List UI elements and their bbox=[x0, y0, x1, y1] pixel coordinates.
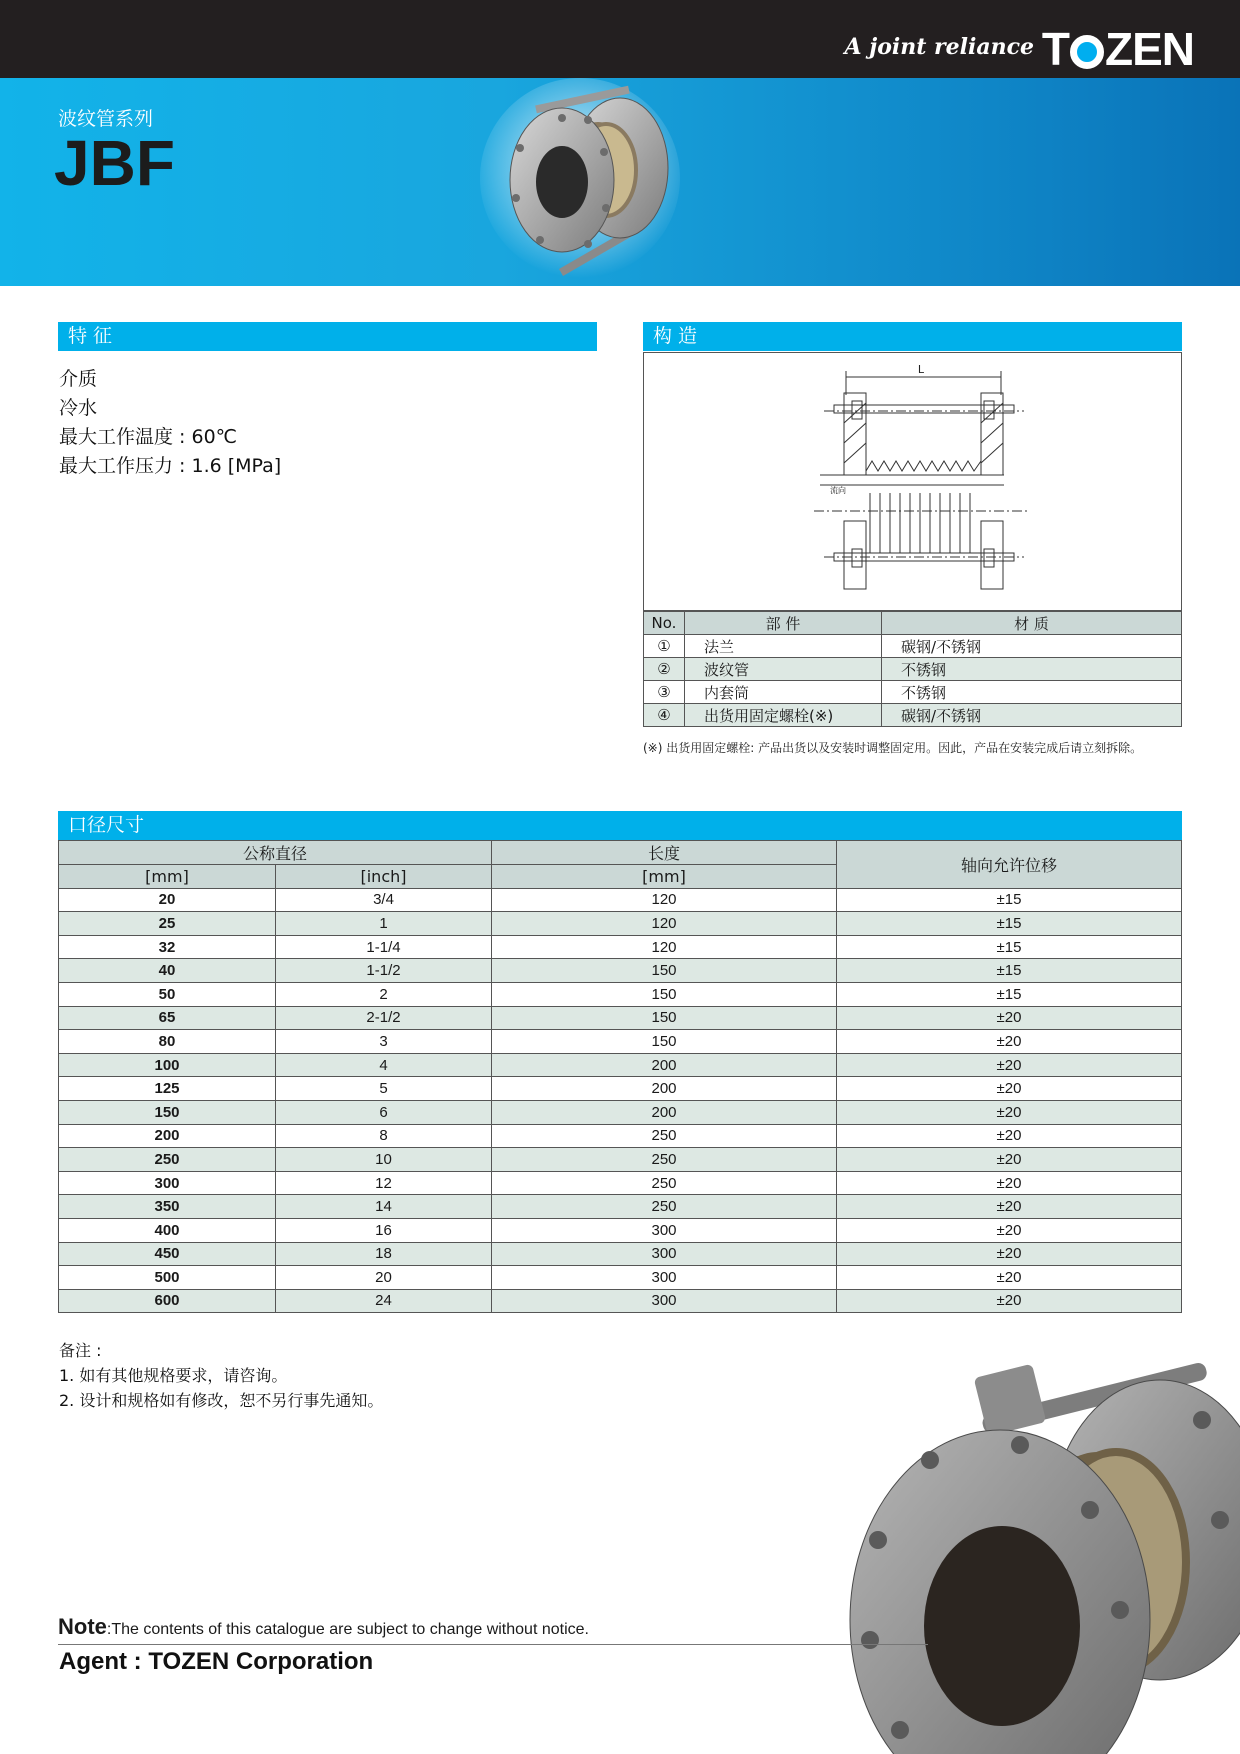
col-nominal-diameter: 公称直径 bbox=[59, 841, 492, 865]
size-mm: 300 bbox=[59, 1171, 276, 1195]
size-mm: 250 bbox=[59, 1148, 276, 1172]
axial-displacement: ±20 bbox=[837, 1053, 1182, 1077]
size-inch: 24 bbox=[276, 1289, 492, 1313]
footer-divider bbox=[58, 1644, 928, 1645]
slogan: A joint reliance bbox=[844, 34, 1034, 60]
length-mm: 300 bbox=[492, 1266, 837, 1290]
parts-footnote: (※) 出货用固定螺栓: 产品出货以及安装时调整固定用。因此，产品在安装完成后请立刻拆除。 bbox=[643, 741, 1143, 755]
size-inch: 10 bbox=[276, 1148, 492, 1172]
product-photo-large bbox=[830, 1330, 1240, 1754]
size-mm: 32 bbox=[59, 935, 276, 959]
length-mm: 150 bbox=[492, 1030, 837, 1054]
size-inch: 14 bbox=[276, 1195, 492, 1219]
table-row bbox=[59, 1100, 1182, 1124]
axial-displacement: ±20 bbox=[837, 1289, 1182, 1313]
col-part: 部 件 bbox=[685, 612, 882, 635]
length-mm: 250 bbox=[492, 1148, 837, 1172]
axial-displacement: ±15 bbox=[837, 912, 1182, 936]
part-name: 出货用固定螺栓(※) bbox=[685, 704, 882, 727]
axial-displacement: ±20 bbox=[837, 1242, 1182, 1266]
table-row bbox=[59, 1218, 1182, 1242]
col-length: 长度 bbox=[492, 841, 837, 865]
size-mm: 500 bbox=[59, 1266, 276, 1290]
part-no: ③ bbox=[644, 681, 685, 704]
length-mm: 150 bbox=[492, 982, 837, 1006]
axial-displacement: ±20 bbox=[837, 1030, 1182, 1054]
structure-diagram-box bbox=[643, 352, 1182, 611]
size-inch: 2-1/2 bbox=[276, 1006, 492, 1030]
length-mm: 200 bbox=[492, 1053, 837, 1077]
size-inch: 1 bbox=[276, 912, 492, 936]
part-name: 内套筒 bbox=[685, 681, 882, 704]
col-length-unit: [mm] bbox=[492, 865, 837, 889]
note-text: :The contents of this catalogue are subject to change without notice. bbox=[106, 1621, 589, 1638]
part-material: 不锈钢 bbox=[882, 681, 1182, 704]
table-row bbox=[59, 1242, 1182, 1266]
axial-displacement: ±20 bbox=[837, 1171, 1182, 1195]
length-mm: 200 bbox=[492, 1100, 837, 1124]
length-mm: 300 bbox=[492, 1242, 837, 1266]
part-no: ④ bbox=[644, 704, 685, 727]
dimensions-body bbox=[59, 888, 1182, 1313]
length-mm: 250 bbox=[492, 1195, 837, 1219]
axial-displacement: ±20 bbox=[837, 1124, 1182, 1148]
series-label: 波纹管系列 bbox=[58, 108, 154, 130]
dimensions-header: 口径尺寸 bbox=[58, 811, 1182, 840]
part-material: 碳钢/不锈钢 bbox=[882, 704, 1182, 727]
axial-displacement: ±20 bbox=[837, 1195, 1182, 1219]
size-mm: 80 bbox=[59, 1030, 276, 1054]
length-mm: 250 bbox=[492, 1171, 837, 1195]
part-no: ① bbox=[644, 635, 685, 658]
axial-displacement: ±15 bbox=[837, 888, 1182, 912]
size-inch: 16 bbox=[276, 1218, 492, 1242]
size-inch: 5 bbox=[276, 1077, 492, 1101]
tozen-logo: T ZEN bbox=[1041, 23, 1194, 75]
part-no: ② bbox=[644, 658, 685, 681]
size-inch: 3/4 bbox=[276, 888, 492, 912]
axial-displacement: ±20 bbox=[837, 1148, 1182, 1172]
remark-item: 2. 设计和规格如有修改，恕不另行事先通知。 bbox=[59, 1391, 384, 1410]
size-mm: 350 bbox=[59, 1195, 276, 1219]
length-mm: 120 bbox=[492, 912, 837, 936]
structure-header: 构 造 bbox=[643, 322, 1182, 351]
axial-displacement: ±15 bbox=[837, 982, 1182, 1006]
part-material: 不锈钢 bbox=[882, 658, 1182, 681]
feature-line: 介质 bbox=[59, 368, 98, 390]
part-name: 波纹管 bbox=[685, 658, 882, 681]
length-mm: 300 bbox=[492, 1289, 837, 1313]
axial-displacement: ±20 bbox=[837, 1006, 1182, 1030]
table-row bbox=[59, 1289, 1182, 1313]
col-axial-displacement: 轴向允许位移 bbox=[837, 841, 1182, 889]
axial-displacement: ±20 bbox=[837, 1266, 1182, 1290]
table-row bbox=[59, 1195, 1182, 1219]
parts-table-header bbox=[644, 612, 1182, 635]
parts-table bbox=[643, 611, 1182, 727]
remark-item: 1. 如有其他规格要求，请咨询。 bbox=[59, 1366, 288, 1385]
size-mm: 25 bbox=[59, 912, 276, 936]
dimension-label-l: L bbox=[917, 363, 925, 376]
dimensions-table bbox=[58, 840, 1182, 1313]
length-mm: 150 bbox=[492, 1006, 837, 1030]
table-row bbox=[59, 982, 1182, 1006]
size-mm: 20 bbox=[59, 888, 276, 912]
axial-displacement: ±20 bbox=[837, 1100, 1182, 1124]
footer-note bbox=[58, 1614, 589, 1640]
axial-displacement: ±20 bbox=[837, 1218, 1182, 1242]
length-mm: 300 bbox=[492, 1218, 837, 1242]
length-mm: 250 bbox=[492, 1124, 837, 1148]
size-mm: 600 bbox=[59, 1289, 276, 1313]
size-mm: 150 bbox=[59, 1100, 276, 1124]
col-no: No. bbox=[644, 612, 685, 635]
table-row bbox=[59, 935, 1182, 959]
table-row bbox=[644, 681, 1182, 704]
axial-displacement: ±20 bbox=[837, 1077, 1182, 1101]
size-inch: 2 bbox=[276, 982, 492, 1006]
table-row bbox=[59, 1171, 1182, 1195]
col-mm: [mm] bbox=[59, 865, 276, 889]
structure-diagram bbox=[644, 353, 1181, 610]
note-label: Note bbox=[58, 1614, 107, 1639]
axial-displacement: ±15 bbox=[837, 935, 1182, 959]
col-inch: [inch] bbox=[276, 865, 492, 889]
size-inch: 12 bbox=[276, 1171, 492, 1195]
size-mm: 400 bbox=[59, 1218, 276, 1242]
feature-line: 冷水 bbox=[59, 397, 98, 419]
size-mm: 65 bbox=[59, 1006, 276, 1030]
length-mm: 120 bbox=[492, 888, 837, 912]
size-mm: 100 bbox=[59, 1053, 276, 1077]
size-mm: 200 bbox=[59, 1124, 276, 1148]
length-mm: 120 bbox=[492, 935, 837, 959]
size-mm: 50 bbox=[59, 982, 276, 1006]
table-row bbox=[59, 1266, 1182, 1290]
table-row bbox=[59, 1077, 1182, 1101]
size-inch: 4 bbox=[276, 1053, 492, 1077]
size-inch: 6 bbox=[276, 1100, 492, 1124]
size-mm: 450 bbox=[59, 1242, 276, 1266]
table-row bbox=[644, 704, 1182, 727]
feature-line: 最大工作压力 : 1.6 [MPa] bbox=[59, 455, 282, 477]
model-name: JBF bbox=[54, 127, 175, 199]
axial-displacement: ±15 bbox=[837, 959, 1182, 983]
part-name: 法兰 bbox=[685, 635, 882, 658]
size-inch: 3 bbox=[276, 1030, 492, 1054]
size-inch: 1-1/2 bbox=[276, 959, 492, 983]
top-bar bbox=[0, 0, 1240, 78]
agent-line: Agent : TOZEN Corporation bbox=[59, 1648, 374, 1675]
size-mm: 40 bbox=[59, 959, 276, 983]
table-row bbox=[644, 635, 1182, 658]
size-inch: 18 bbox=[276, 1242, 492, 1266]
table-row bbox=[59, 888, 1182, 912]
part-material: 碳钢/不锈钢 bbox=[882, 635, 1182, 658]
size-mm: 125 bbox=[59, 1077, 276, 1101]
length-mm: 200 bbox=[492, 1077, 837, 1101]
flow-direction-label: 流向 bbox=[830, 486, 846, 495]
length-mm: 150 bbox=[492, 959, 837, 983]
remarks-title: 备注 : bbox=[59, 1341, 102, 1360]
col-material: 材 质 bbox=[882, 612, 1182, 635]
features-header: 特 征 bbox=[58, 322, 597, 351]
table-row bbox=[59, 959, 1182, 983]
feature-line: 最大工作温度 : 60℃ bbox=[59, 426, 237, 448]
table-row bbox=[59, 1148, 1182, 1172]
table-row bbox=[59, 1030, 1182, 1054]
table-row bbox=[59, 912, 1182, 936]
table-row bbox=[644, 658, 1182, 681]
product-photo-small bbox=[480, 68, 680, 288]
table-row bbox=[59, 1124, 1182, 1148]
size-inch: 8 bbox=[276, 1124, 492, 1148]
table-row bbox=[59, 1053, 1182, 1077]
size-inch: 1-1/4 bbox=[276, 935, 492, 959]
table-row bbox=[59, 1006, 1182, 1030]
size-inch: 20 bbox=[276, 1266, 492, 1290]
